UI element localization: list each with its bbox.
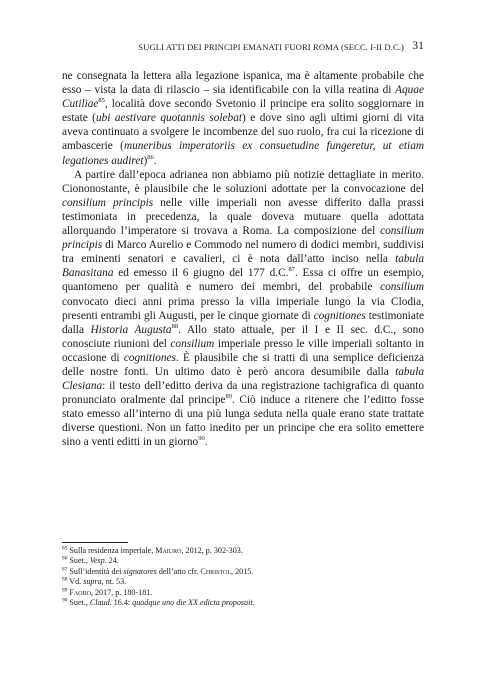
running-header xyxy=(62,40,424,54)
text-run: . xyxy=(204,436,208,449)
italic-text: Aquae Cutiliae xyxy=(62,84,424,111)
text-run: Sull’identità dei xyxy=(67,566,124,576)
text-run: ne consegnata la lettera alla legazione ispanica, ma è altamente probabile che esso – vista la data di rilascio – sia identificabile con la villa reatina di xyxy=(62,70,424,97)
text-run: ed emesso il 6 giugno del 177 d.C. xyxy=(113,267,289,280)
footnote-ref: 88 xyxy=(62,576,68,583)
main-text xyxy=(62,69,424,450)
italic-text: consilium xyxy=(380,281,424,294)
footnote-ref: 90 xyxy=(62,597,68,604)
footnote xyxy=(62,567,424,577)
italic-text: cognitiones xyxy=(313,309,366,322)
italic-text: cognitiones xyxy=(123,351,176,364)
footnote xyxy=(62,546,424,556)
paragraph-1 xyxy=(62,69,424,168)
footnote-ref: 85 xyxy=(98,97,105,105)
text-run: , 2015. xyxy=(231,566,254,576)
italic-text: Claud. xyxy=(89,598,112,608)
text-run: . Ciò induce a ritenere che l’editto fosse stato emesso all’interno di una più lunga seduta nella quale erano state trattate diverse questioni. Non un fatto inedito per un principe che era solito emettere sino a venti editti in un giorno xyxy=(62,394,424,449)
italic-text: consilium principis xyxy=(62,225,424,252)
author-name: Faoro xyxy=(69,587,91,597)
italic-text: supra xyxy=(83,577,102,587)
text-run: Vd. xyxy=(67,577,84,587)
footnote-ref: 86 xyxy=(62,555,68,562)
text-run: ) e dove sino agli ultimi giorni di vita aveva continuato a svolgere le incombenze del suo ruolo, fra cui la ricezione di ambascerie ( xyxy=(62,112,424,153)
footnote-ref: 87 xyxy=(62,566,68,573)
text-run: convocato dieci anni prima presso la villa imperiale lungo la via Clodia, presenti entrambi gli Augusti, per le cinque giornate di xyxy=(62,295,424,322)
italic-text: Historia Augusta xyxy=(90,323,172,336)
footnote-ref: 87 xyxy=(288,266,295,274)
italic-text: tabula Clesiana xyxy=(62,365,424,393)
text-run: , località dove secondo Svetonio il principe era solito soggiornare in estate ( xyxy=(62,98,424,125)
text-run: Sulla residenza imperiale, xyxy=(67,546,156,555)
paragraph-2 xyxy=(62,168,424,450)
text-run: . xyxy=(252,598,255,608)
footnote-ref: 89 xyxy=(225,393,233,401)
text-run: . xyxy=(153,154,157,167)
footnote-ref: 88 xyxy=(171,322,179,330)
footnote-ref: 85 xyxy=(62,545,68,552)
footnote xyxy=(62,577,424,587)
italic-text: tabula Banasitana xyxy=(62,253,424,280)
text-run: dell’atto cfr. xyxy=(156,566,201,576)
page-number: 31 xyxy=(412,40,424,52)
italic-text: ubi aestivare quotannis solebat xyxy=(95,112,242,125)
footnote-ref: 86 xyxy=(147,153,154,161)
footnote xyxy=(62,598,424,608)
author-name: Maiuro xyxy=(155,546,182,555)
footnotes xyxy=(62,542,424,609)
text-run: , 2017, p. 180-181. xyxy=(90,587,153,597)
italic-text: consilium xyxy=(170,337,215,350)
text-run: . È plausibile che si tratti di una semplice deficienza delle nostre fonti. Un ultimo dato è però ancora desumibile dalla xyxy=(62,351,424,378)
text-run: : il testo dell’editto deriva da una registrazione tachigrafica di quanto pronunciato oralmente dal principe xyxy=(62,380,424,407)
text-run: di Marco Aurelio e Commodo nel numero di dodici membri, suddivisi tra eminenti senatori e cavalieri, ci è nota dall’atto inciso nella xyxy=(62,239,424,266)
footnote-ref: 90 xyxy=(198,435,205,443)
text-run: Suet., xyxy=(67,598,90,608)
italic-text: muneribus imperatoriis ex consuetudine fungeretur, ut etiam legationes audiret xyxy=(62,140,425,167)
text-run: nelle ville imperiali non avesse differito dalla prassi testimoniata in precedenza, la quale doveva mutuare quella adottata allorquando l’imperatore si trovava a Roma. La composizione del xyxy=(62,196,424,238)
text-run: 16.4: xyxy=(111,598,133,608)
footnote-rule xyxy=(62,542,128,543)
italic-text: signatores xyxy=(123,566,157,576)
text-run: A partire dall’epoca adrianea non abbiamo più notizie dettagliate in merito. Ciononostante, è plausibile che le soluzioni adottate per la convocazione del xyxy=(62,168,424,195)
text-run: Suet., xyxy=(67,556,90,566)
author-name: Christol xyxy=(200,566,232,576)
footnote-ref: 89 xyxy=(62,587,68,594)
italic-text: quodque uno die XX edicta proposuit xyxy=(132,598,253,608)
italic-text: consilium principis xyxy=(62,196,154,209)
footnote xyxy=(62,556,424,566)
text-run: testimoniate dalla xyxy=(62,309,424,336)
text-run: ) xyxy=(143,154,148,167)
text-run: 24. xyxy=(106,556,119,566)
italic-text: Vesp. xyxy=(89,556,107,566)
text-run: . Essa ci offre un esempio, quantomeno per qualità e numero dei membri, del probabile xyxy=(62,267,424,294)
text-run: , nt. 53. xyxy=(101,577,127,587)
text-run: imperiale presso le ville imperiali soltanto in occasione di xyxy=(62,337,424,364)
text-run: . Allo stato attuale, per il I e II sec. d.C., sono conosciute riunioni del xyxy=(62,323,424,350)
text-run: , 2012, p. 302-303. xyxy=(181,546,243,555)
running-title: SUGLI ATTI DEI PRINCIPI EMANATI FUORI ROMA (SECC. I-II D.C.) xyxy=(138,42,404,52)
footnote xyxy=(62,588,424,598)
